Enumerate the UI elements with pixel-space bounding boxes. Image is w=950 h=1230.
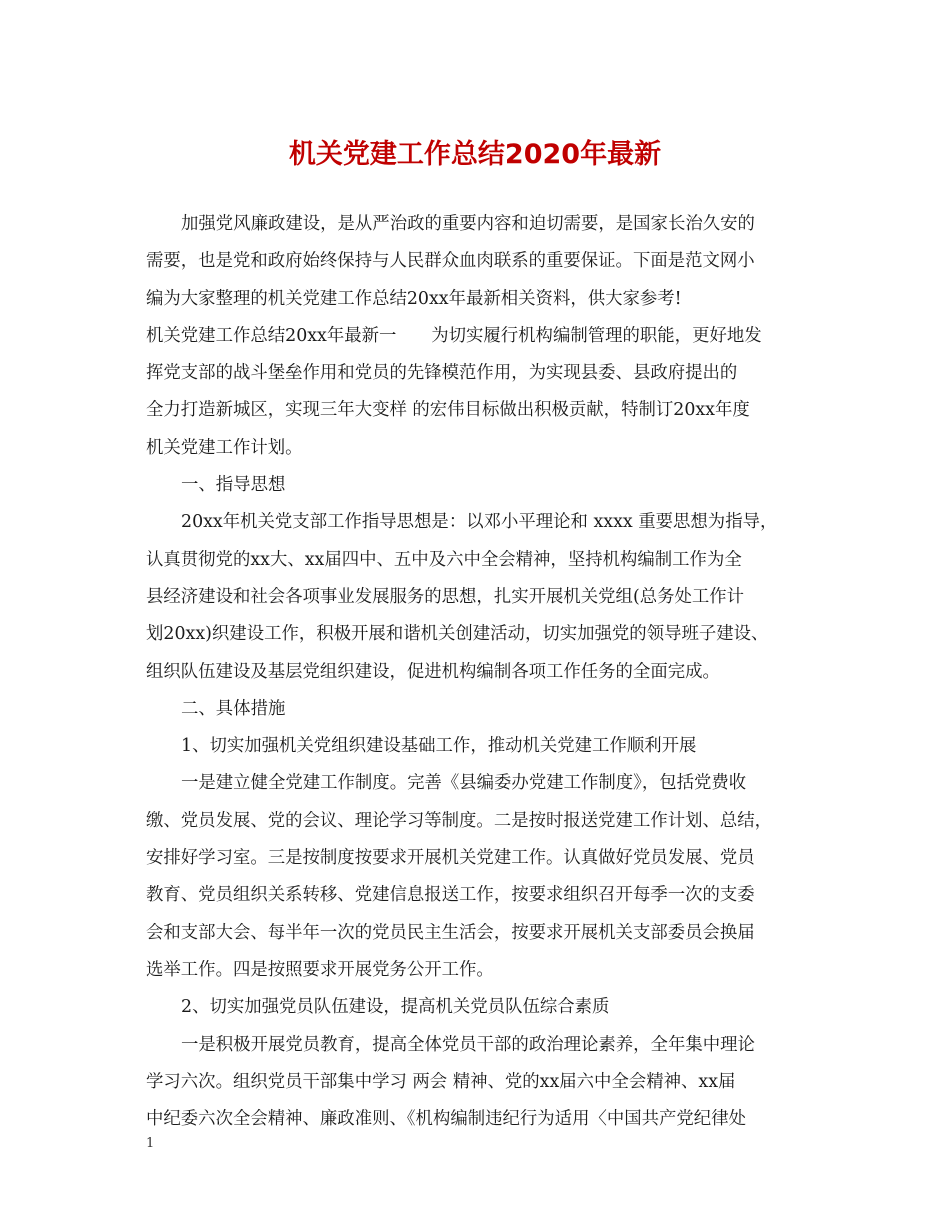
text-line: 需要，也是党和政府始终保持与人民群众血肉联系的重要保证。下面是范文网小	[146, 251, 755, 272]
text-line: 机关党建工作总结20xx年最新一 为切实履行机构编制管理的职能，更好地发	[146, 325, 762, 346]
text-line: 县经济建设和社会各项事业发展服务的思想，扎实开展机关党组(总务处工作计	[146, 586, 745, 607]
text-line: 安排好学习室。三是按制度按要求开展机关党建工作。认真做好党员发展、党员	[146, 848, 755, 869]
text-line: 挥党支部的战斗堡垒作用和党员的先锋模范作用，为实现县委、县政府提出的	[146, 363, 738, 384]
text-line: 一是建立健全党建工作制度。完善《县编委办党建工作制度》，包括党费收	[181, 773, 747, 794]
text-line: 全力打造新城区，实现三年大变样 的宏伟目标做出积极贡献，特制订20xx年度	[146, 400, 750, 421]
text-line: 加强党风廉政建设，是从严治政的重要内容和迫切需要，是国家长治久安的	[181, 214, 755, 234]
page-number: 1	[146, 1136, 155, 1151]
text-line: 缴、党员发展、党的会议、理论学习等制度。二是按时报送党建工作计划、总结，	[146, 810, 773, 831]
text-line: 教育、党员组织关系转移、党建信息报送工作，按要求组织召开每季一次的支委	[146, 885, 755, 906]
text-line: 20xx年机关党支部工作指导思想是：以邓小平理论和 xxxx 重要思想为指导，	[181, 512, 778, 533]
text-line: 一、指导思想	[181, 475, 286, 496]
text-line: 认真贯彻党的xx大、xx届四中、五中及六中全会精神，坚持机构编制工作为全	[146, 549, 742, 570]
text-line: 二、具体措施	[181, 698, 286, 719]
text-line: 中纪委六次全会精神、廉政准则、《机构编制违纪行为适用〈中国共产党纪律处	[146, 1109, 746, 1130]
text-line: 组织队伍建设及基层党组织建设，促进机构编制各项工作任务的全面完成。	[146, 661, 720, 682]
document-body	[146, 206, 808, 1138]
text-line: 一是积极开展党员教育，提高全体党员干部的政治理论素养，全年集中理论	[181, 1034, 755, 1055]
text-line: 学习六次。组织党员干部集中学习 两会 精神、党的xx届六中全会精神、xx届	[146, 1071, 736, 1092]
document-title: 机关党建工作总结2020年最新	[288, 139, 662, 170]
text-line: 选举工作。四是按照要求开展党务公开工作。	[146, 959, 494, 980]
text-line: 编为大家整理的机关党建工作总结20xx年最新相关资料，供大家参考!	[146, 288, 682, 309]
text-line: 会和支部大会、每半年一次的党员民主生活会，按要求开展机关支部委员会换届	[146, 922, 755, 943]
text-line: 1、切实加强机关党组织建设基础工作，推动机关党建工作顺利开展	[181, 736, 697, 757]
text-line: 2、切实加强党员队伍建设，提高机关党员队伍综合素质	[181, 997, 610, 1018]
text-line: 划20xx)织建设工作，积极开展和谐机关创建活动，切实加强党的领导班子建设、	[146, 624, 769, 645]
text-line: 机关党建工作计划。	[146, 437, 303, 458]
